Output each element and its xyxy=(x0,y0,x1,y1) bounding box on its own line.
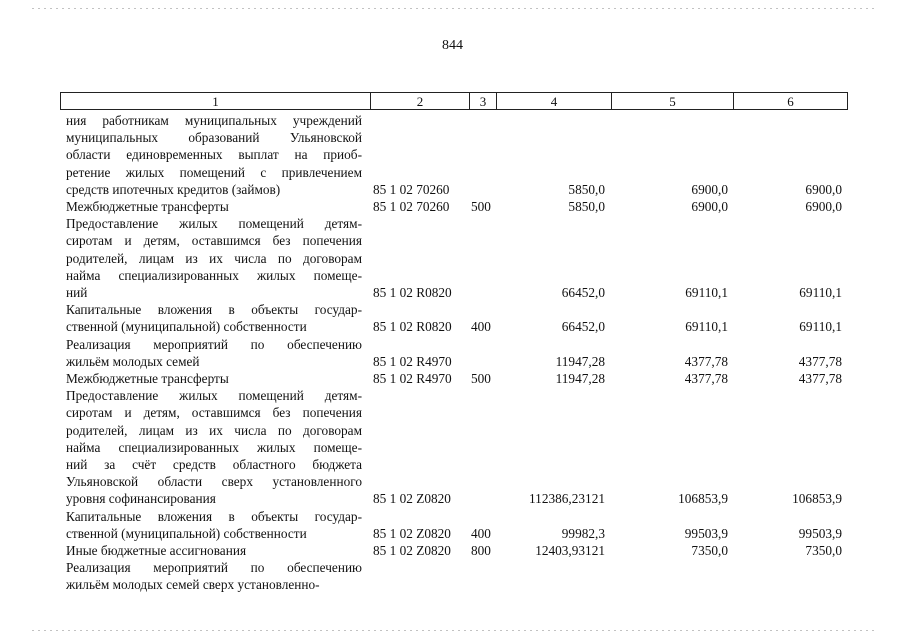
target-article-code: 85 1 02 R4970 xyxy=(373,353,452,369)
header-col-6: 6 xyxy=(733,93,847,109)
expense-type-code: 800 xyxy=(471,543,491,558)
description-line: ственной (муниципальной) собственности xyxy=(66,319,307,335)
value-col-5: 4377,78 xyxy=(684,371,728,386)
value-col-4: 12403,93121 xyxy=(535,543,605,558)
value-col-4: 112386,23121 xyxy=(529,491,605,507)
expense-type-code: 500 xyxy=(471,199,491,214)
value-col-4: 5850,0 xyxy=(568,199,605,214)
value-col-4: 66452,0 xyxy=(561,284,605,300)
description-line: жильём молодых семей xyxy=(66,353,200,369)
table-row xyxy=(0,198,905,215)
value-col-4: 11947,28 xyxy=(555,353,605,369)
scan-artifact-top xyxy=(30,8,875,9)
expense-type-code: 400 xyxy=(471,525,491,541)
value-col-6: 6900,0 xyxy=(805,199,842,214)
description-line: области единовременных выплат на приоб- xyxy=(66,147,362,163)
value-col-6: 7350,0 xyxy=(805,543,842,558)
description-line: ния работникам муниципальных учреждений xyxy=(66,113,362,128)
description-line: ний xyxy=(66,285,88,300)
description-line: родителей, лицам из их числа по договорам xyxy=(66,250,362,266)
description-line: Предоставление жилых помещений детям- xyxy=(66,216,362,232)
value-col-6: 4377,78 xyxy=(798,353,842,369)
value-col-6: 99503,9 xyxy=(798,525,842,541)
description-line: жильём молодых семей сверх установленно- xyxy=(66,577,320,593)
value-col-4: 11947,28 xyxy=(555,371,605,386)
description-line: родителей, лицам из их числа по договорам xyxy=(66,422,362,438)
description-line: найма специализированных жилых помеще- xyxy=(66,267,362,283)
description-line: Капитальные вложения в объекты государ- xyxy=(66,508,362,524)
value-col-5: 99503,9 xyxy=(684,525,728,541)
table-row xyxy=(0,301,905,335)
table-row xyxy=(0,387,905,507)
table-header xyxy=(60,92,848,110)
description-line: Иные бюджетные ассигнования xyxy=(66,543,247,558)
table-row xyxy=(0,559,905,593)
row-description xyxy=(66,215,362,301)
row-description xyxy=(66,542,362,559)
description-line: ственной (муниципальной) собственности xyxy=(66,525,307,541)
row-description xyxy=(66,370,362,387)
value-col-5: 69110,1 xyxy=(685,284,728,300)
header-col-1: 1 xyxy=(212,94,219,109)
target-article-code: 85 1 02 Z0820 xyxy=(373,525,451,541)
description-line: Ульяновской области сверх установленного xyxy=(66,474,362,490)
table-row xyxy=(0,336,905,370)
value-col-5: 6900,0 xyxy=(691,199,728,214)
description-line: Межбюджетные трансферты xyxy=(66,199,229,214)
header-col-2: 2 xyxy=(370,93,469,109)
target-article-code: 85 1 02 Z0820 xyxy=(373,491,451,507)
value-col-6: 69110,1 xyxy=(799,284,842,300)
expense-type-code: 500 xyxy=(471,371,491,386)
description-line: сиротам и детям, оставшимся без попечения xyxy=(66,233,362,249)
value-col-4: 5850,0 xyxy=(568,181,605,197)
header-col-3: 3 xyxy=(469,93,496,109)
row-description xyxy=(66,336,362,370)
target-article-code: 85 1 02 R0820 xyxy=(373,319,452,335)
description-line: Капитальные вложения в объекты государ- xyxy=(66,302,362,318)
row-description xyxy=(66,198,362,215)
target-article-code: 85 1 02 R0820 xyxy=(373,284,452,300)
row-description xyxy=(66,559,362,593)
table-row xyxy=(0,508,905,542)
description-line: сиротам и детям, оставшимся без попечения xyxy=(66,405,362,421)
table-row xyxy=(0,370,905,387)
target-article-code: 85 1 02 Z0820 xyxy=(373,543,451,558)
description-line: уровня софинансирования xyxy=(66,491,216,507)
value-col-4: 99982,3 xyxy=(561,525,605,541)
scan-artifact-bottom xyxy=(30,630,875,631)
header-col-4: 4 xyxy=(496,93,611,109)
table-row xyxy=(0,215,905,301)
row-description xyxy=(66,387,362,507)
value-col-4: 66452,0 xyxy=(561,319,605,335)
target-article-code: 85 1 02 70260 xyxy=(373,181,450,197)
description-line: муниципальных образований Ульяновской xyxy=(66,130,362,146)
table-row xyxy=(0,542,905,559)
value-col-6: 6900,0 xyxy=(805,181,842,197)
value-col-5: 69110,1 xyxy=(685,319,728,335)
value-col-5: 106853,9 xyxy=(678,491,728,507)
table-row xyxy=(0,112,905,198)
target-article-code: 85 1 02 R4970 xyxy=(373,371,452,386)
row-description xyxy=(66,301,362,335)
expense-type-code: 400 xyxy=(471,319,491,335)
header-col-5: 5 xyxy=(611,93,733,109)
value-col-5: 6900,0 xyxy=(691,181,728,197)
value-col-5: 4377,78 xyxy=(684,353,728,369)
description-line: ний за счёт средств областного бюджета xyxy=(66,457,362,472)
row-description xyxy=(66,112,362,198)
description-line: средств ипотечных кредитов (займов) xyxy=(66,181,281,197)
row-description xyxy=(66,508,362,542)
description-line: Реализация мероприятий по обеспечению xyxy=(66,560,362,576)
value-col-6: 106853,9 xyxy=(792,491,842,507)
description-line: Предоставление жилых помещений детям- xyxy=(66,388,362,404)
description-line: Межбюджетные трансферты xyxy=(66,371,229,386)
value-col-5: 7350,0 xyxy=(691,543,728,558)
page-number: 844 xyxy=(442,38,463,53)
value-col-6: 69110,1 xyxy=(799,319,842,335)
target-article-code: 85 1 02 70260 xyxy=(373,199,450,214)
description-line: Реализация мероприятий по обеспечению xyxy=(66,336,362,352)
description-line: найма специализированных жилых помеще- xyxy=(66,439,362,455)
value-col-6: 4377,78 xyxy=(798,371,842,386)
description-line: ретение жилых помещений с привлечением xyxy=(66,164,362,180)
